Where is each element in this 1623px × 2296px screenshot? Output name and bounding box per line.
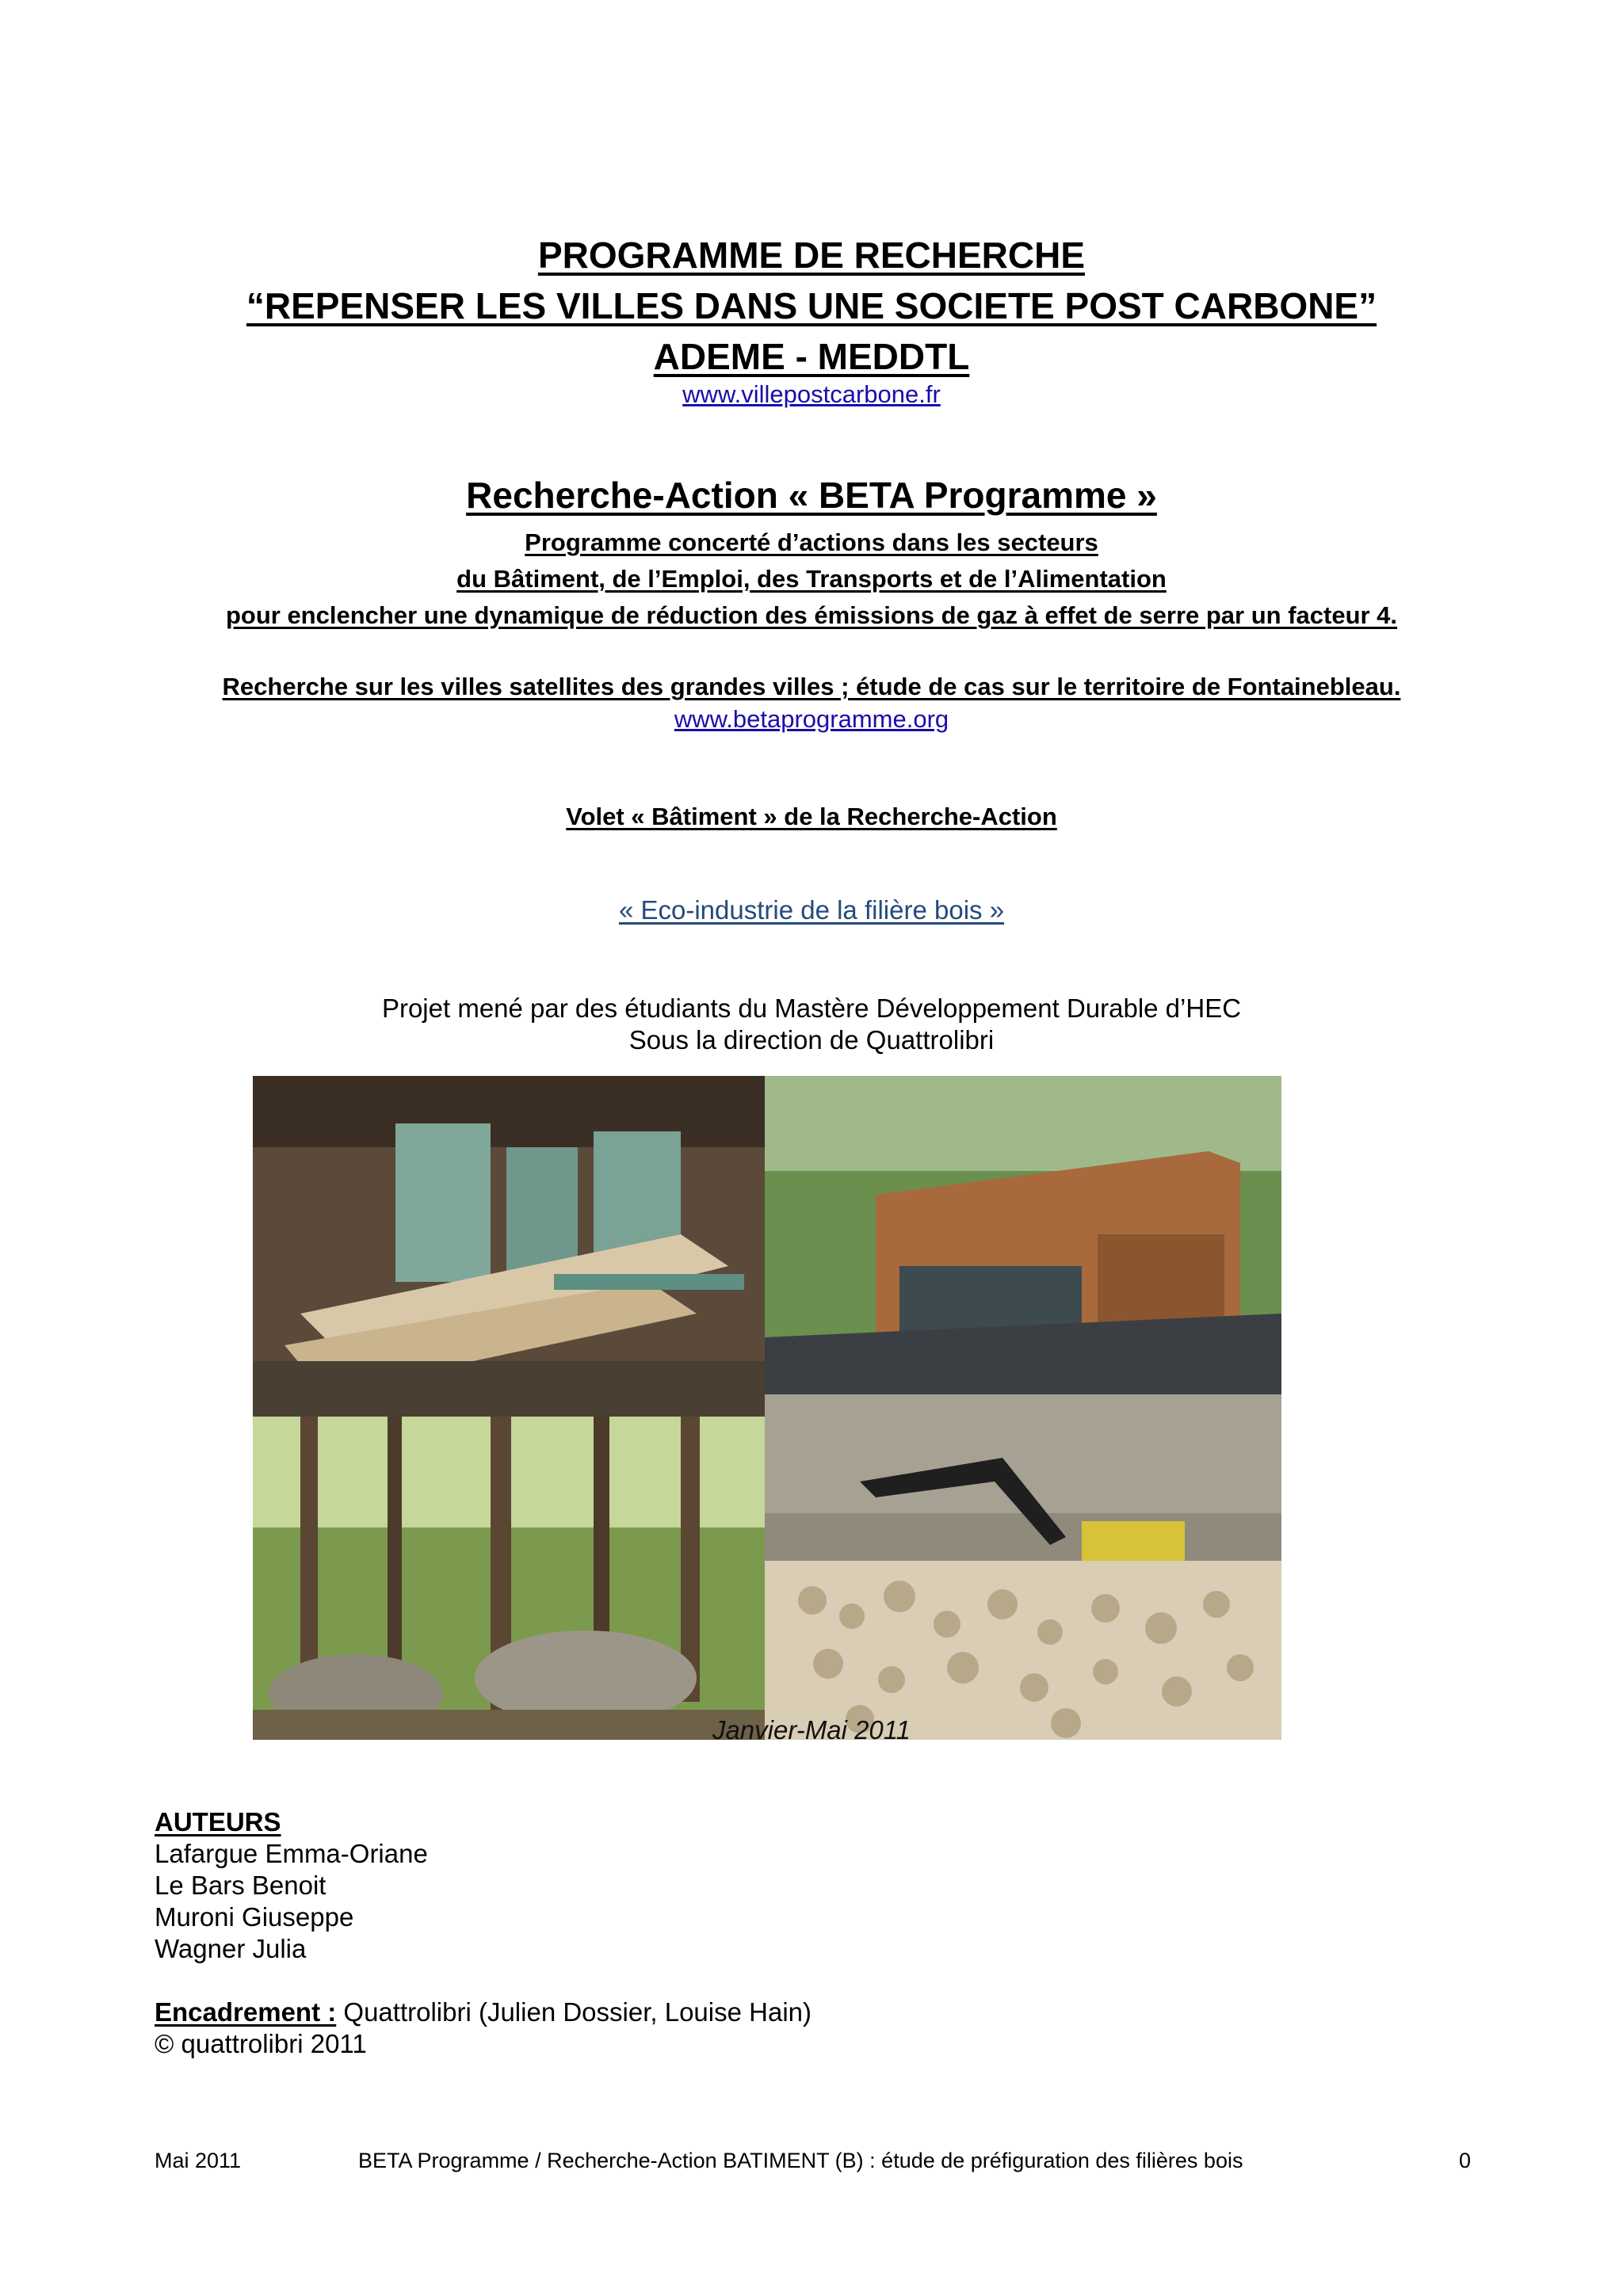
encadrement-label: Encadrement : <box>155 1997 337 2027</box>
author-name: Muroni Giuseppe <box>155 1902 354 1932</box>
encadrement-value: Quattrolibri (Julien Dossier, Louise Hain) <box>336 1997 812 2027</box>
page-number: 0 <box>1458 2149 1471 2172</box>
program-sponsors: ADEME - MEDDTL <box>653 336 970 377</box>
betaprogramme-link[interactable]: www.betaprogramme.org <box>674 705 949 733</box>
beta-sub-1: Programme concerté d’actions dans les secteurs <box>525 528 1098 556</box>
wooden-house-photo <box>765 1076 1281 1394</box>
author-name: Wagner Julia <box>155 1934 307 1963</box>
author-name: Le Bars Benoit <box>155 1871 327 1900</box>
program-title: PROGRAMME DE RECHERCHE <box>537 235 1086 276</box>
program-subtitle: “REPENSER LES VILLES DANS UNE SOCIETE POST CARBONE” <box>246 285 1377 326</box>
authors-heading: AUTEURS <box>155 1807 281 1836</box>
beta-sub-3: pour enclencher une dynamique de réduction des émissions de gaz à effet de serre par un facteur 4. <box>225 601 1398 629</box>
beta-title: Recherche-Action « BETA Programme » <box>466 475 1157 516</box>
project-line-2: Sous la direction de Quattrolibri <box>628 1025 995 1055</box>
date-caption: Janvier-Mai 2011 <box>712 1715 911 1745</box>
project-line-1: Projet mené par des étudiants du Mastère Développement Durable d’HEC <box>381 994 1242 1023</box>
authors-block <box>155 1806 428 1965</box>
copyright: © quattrolibri 2011 <box>155 2029 367 2058</box>
eco-industrie-title: « Eco-industrie de la filière bois » <box>618 895 1005 925</box>
logs-harvester-photo <box>765 1394 1281 1740</box>
author-name: Lafargue Emma-Oriane <box>155 1839 428 1868</box>
photo-collage <box>253 1076 1281 1740</box>
forest-photo <box>253 1417 765 1740</box>
beta-sub-4: Recherche sur les villes satellites des grandes villes ; étude de cas sur le territoire de Fontainebleau. <box>222 673 1401 700</box>
footer-title: BETA Programme / Recherche-Action BATIMENT (B) : étude de préfiguration des filières bois <box>358 2149 1243 2172</box>
encadrement-block <box>155 1997 812 2060</box>
footer-date: Mai 2011 <box>155 2149 242 2172</box>
volet-heading: Volet « Bâtiment » de la Recherche-Action <box>566 803 1057 830</box>
sawmill-photo <box>253 1076 765 1417</box>
villepostcarbone-link[interactable]: www.villepostcarbone.fr <box>682 380 941 408</box>
beta-sub-2: du Bâtiment, de l’Emploi, des Transports et de l’Alimentation <box>456 565 1167 593</box>
